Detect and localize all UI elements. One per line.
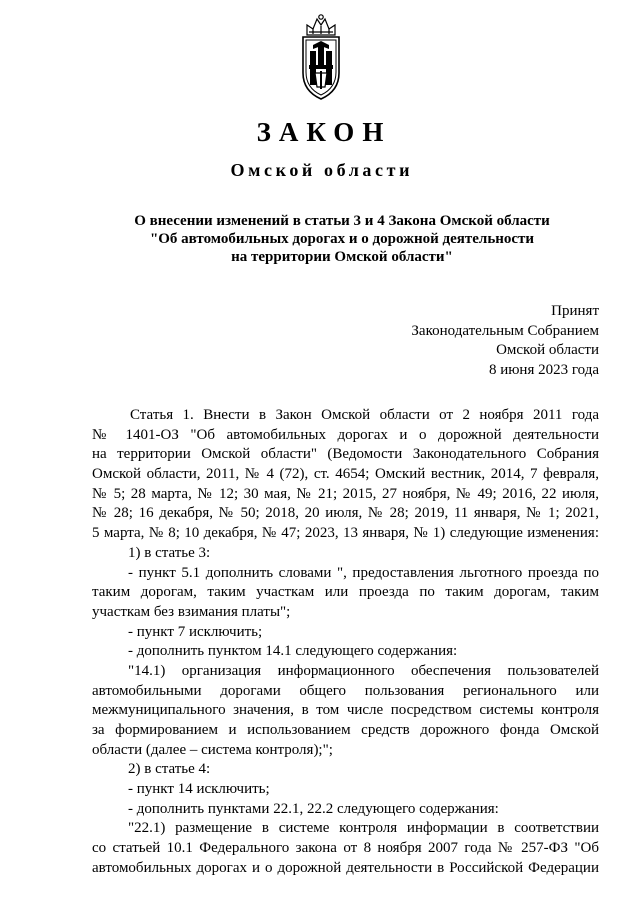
body-line: Омской области, 2011, № 4 (72), ст. 4654; Омский вестник, 2014, 7 февраля, — [92, 466, 599, 483]
body-line: "14.1) организация информационного обеспечения пользователей — [128, 662, 599, 679]
adoption-block — [411, 302, 599, 380]
body-line: участкам без взимания платы"; — [92, 603, 291, 620]
body-line: автомобильными дорогами общего пользования регионального или — [92, 682, 599, 699]
adoption-line: Законодательным Собранием — [411, 322, 599, 339]
body-line: 5 марта, № 8; 10 декабря, № 47; 2023, 13 января, № 1) следующие изменения: — [92, 525, 599, 542]
document-title: ЗАКОН — [256, 117, 392, 147]
adoption-line: Принят — [551, 303, 599, 319]
body-line: - пункт 14 исключить; — [128, 781, 270, 798]
body-line: "22.1) размещение в системе контроля информации в соответствии — [128, 820, 599, 837]
body-line: - дополнить пунктом 14.1 следующего содержания: — [128, 643, 458, 660]
adoption-date: 8 июня 2023 года — [488, 361, 599, 378]
omsk-coat-of-arms-emblem — [299, 13, 343, 101]
body-line: № 28; 16 декабря, № 50; 2018, 20 июля, № 28; 2019, 11 января, № 1; 2021, — [92, 505, 599, 522]
body-line: межмуниципального значения, в том числе посредством системы контроля — [92, 702, 599, 719]
document-subtitle: Омской области — [230, 160, 414, 180]
adoption-line: Омской области — [496, 342, 599, 358]
body-line: Статья 1. Внести в Закон Омской области от 2 ноября 2011 года — [130, 407, 599, 423]
body-line: области (далее – система контроля);"; — [92, 741, 333, 758]
body-line: 2) в статье 4: — [128, 761, 211, 778]
law-name-line: на территории Омской области" — [231, 249, 453, 265]
body-line: № 1401-ОЗ "Об автомобильных дорогах и о дорожной деятельности — [92, 426, 599, 443]
body-line: - дополнить пунктами 22.1, 22.2 следующего содержания: — [128, 800, 499, 817]
body-line: - пункт 5.1 дополнить словами ", предоставления льготного проезда по — [128, 564, 599, 581]
body-line: за формированием и использованием средств дорожного фонда Омской — [92, 722, 599, 738]
law-body — [92, 406, 599, 879]
law-name-heading — [80, 212, 604, 266]
body-line: автомобильных дорогах и о дорожной деятельности в Российской Федерации — [92, 859, 599, 876]
body-line: - пункт 7 исключить; — [128, 623, 263, 640]
body-line: № 5; 28 марта, № 12; 30 мая, № 21; 2015, 27 ноября, № 49; 2016, 22 июля, — [92, 485, 599, 502]
law-name-line: О внесении изменений в статьи 3 и 4 Закона Омской области — [134, 213, 550, 229]
body-line: со статьей 10.1 Федерального закона от 8 ноября 2007 года № 257-ФЗ "Об — [92, 840, 599, 857]
body-line: таким дорогам, таким участкам или проезда по таким дорогам, таким — [92, 584, 599, 601]
body-line: на территории Омской области" (Ведомости Законодательного Собрания — [92, 446, 599, 463]
body-line: 1) в статье 3: — [128, 544, 211, 561]
law-name-line: "Об автомобильных дорогах и о дорожной деятельности — [149, 231, 535, 247]
